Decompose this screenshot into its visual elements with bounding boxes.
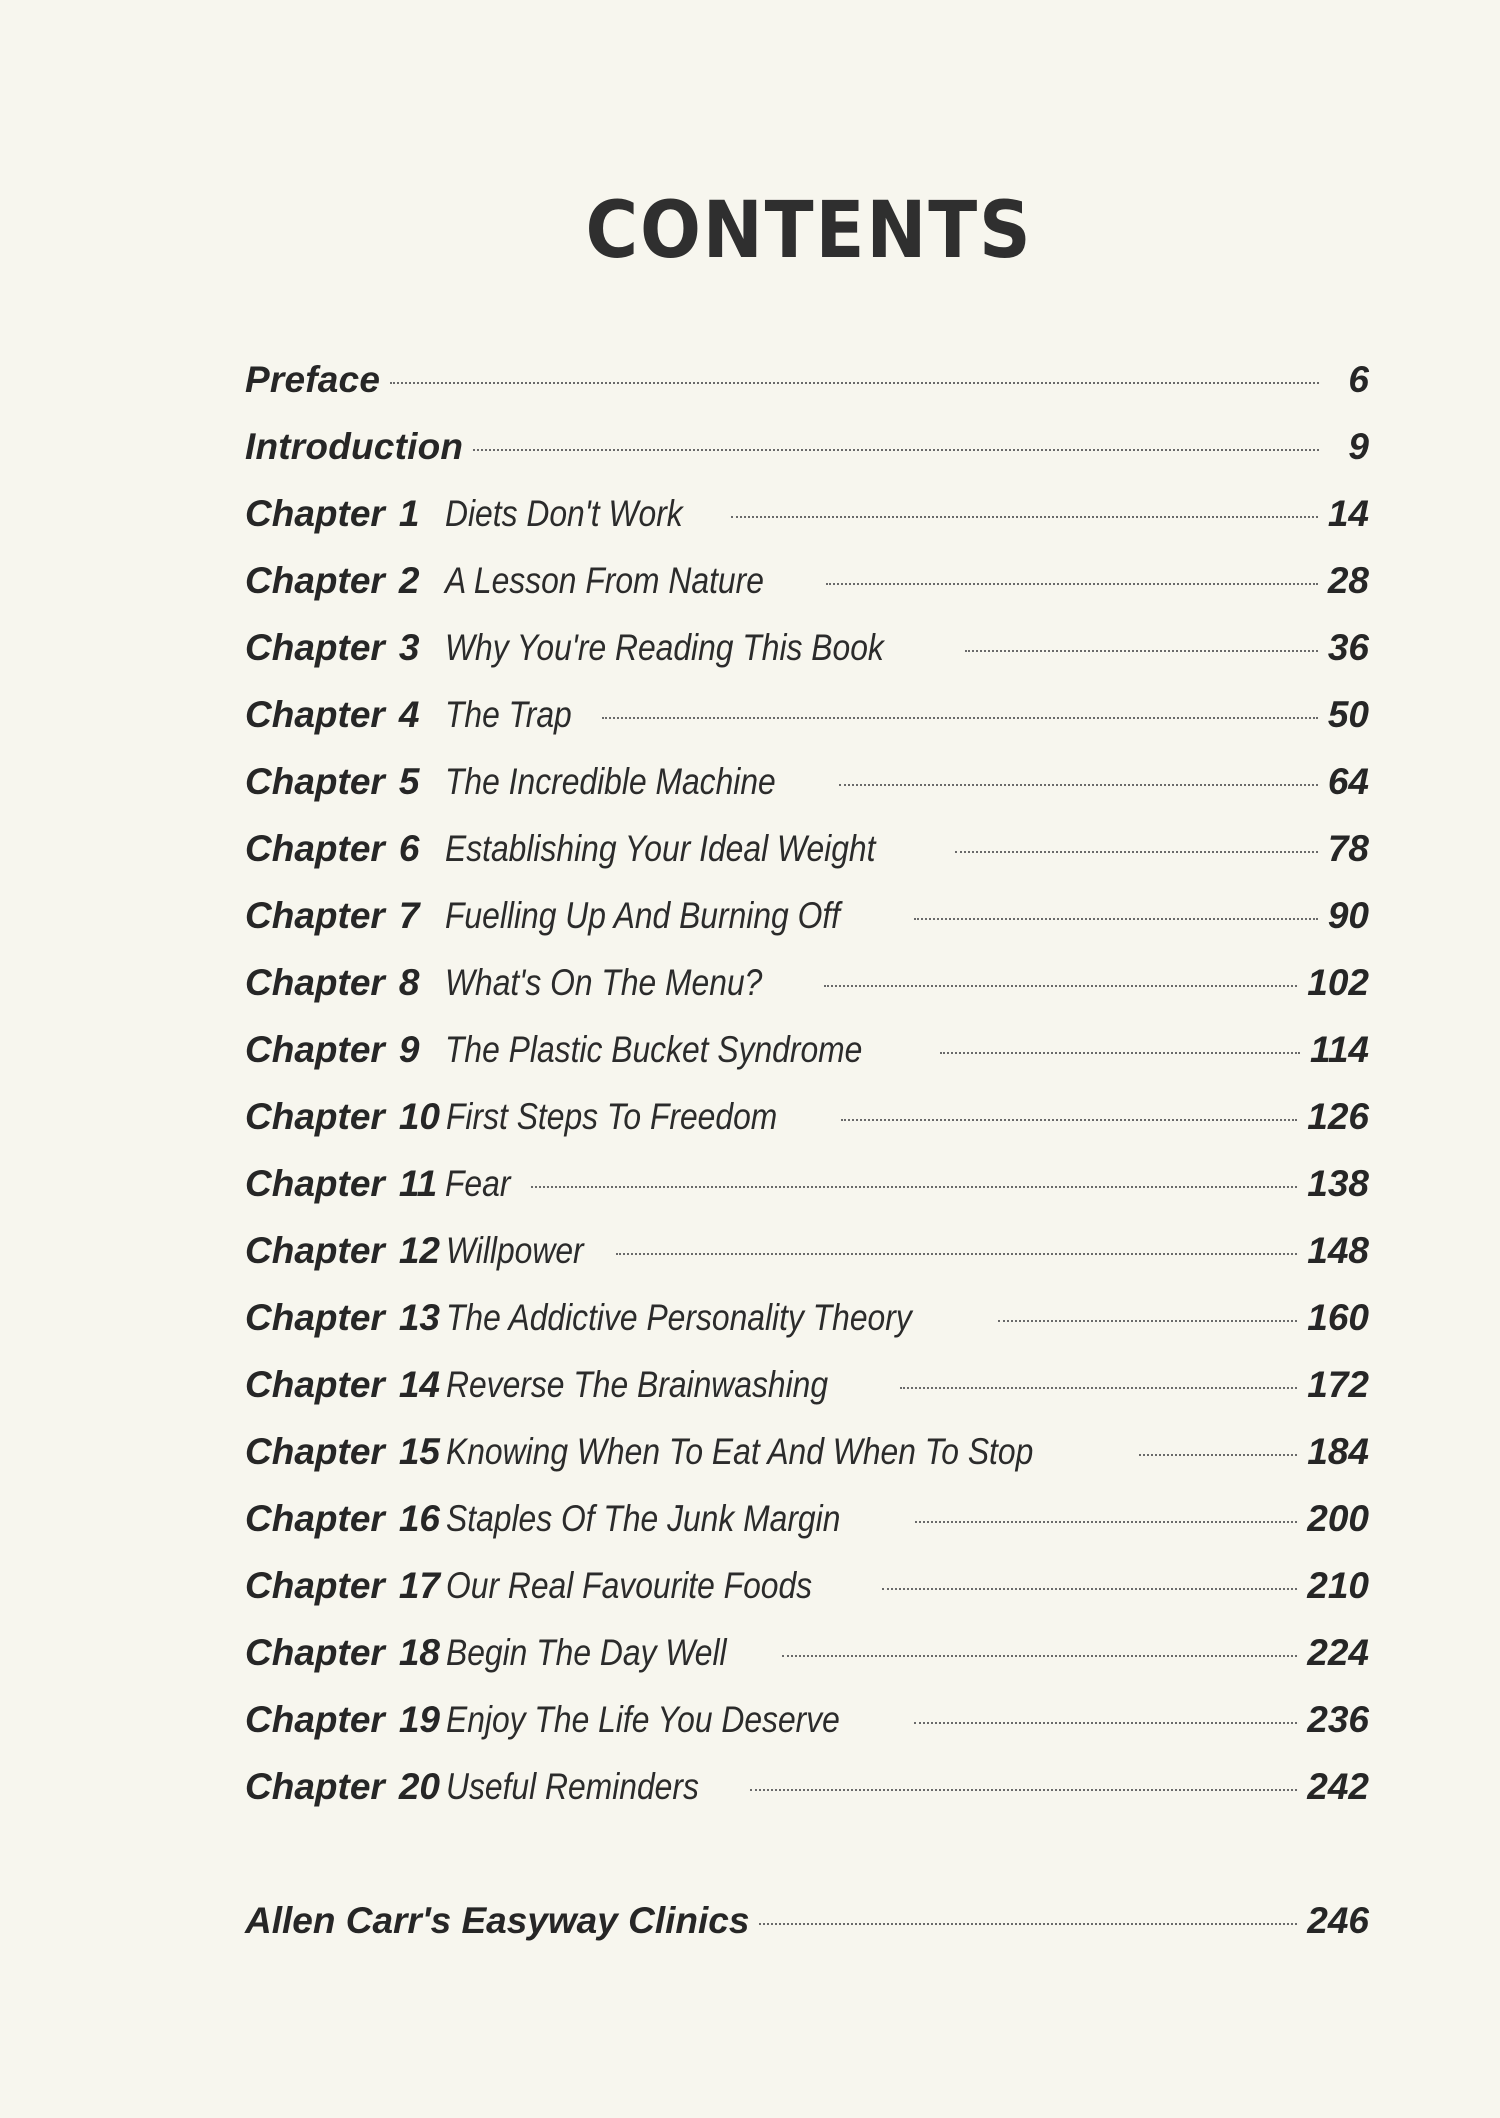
- chapter-number: 2: [398, 560, 420, 601]
- chapter-title: Knowing When To Eat And When To Stop: [445, 1431, 1034, 1472]
- toc-page-number: 148: [1307, 1230, 1369, 1271]
- chapter-number: 8: [398, 962, 420, 1003]
- chapter-number: 20: [398, 1766, 440, 1807]
- chapter-title: The Addictive Personality Theory: [445, 1297, 912, 1338]
- dot-leader: [473, 449, 1319, 451]
- chapter-word: Chapter: [245, 1163, 385, 1204]
- dot-leader: [839, 784, 1317, 786]
- toc-entry-chapter[interactable]: [245, 486, 1369, 542]
- chapter-number: 13: [398, 1297, 440, 1338]
- dot-leader: [998, 1320, 1298, 1322]
- chapter-word: Chapter: [245, 1029, 385, 1070]
- chapter-number: 3: [398, 627, 420, 668]
- dot-leader: [914, 918, 1318, 920]
- chapter-title: Begin The Day Well: [445, 1632, 727, 1673]
- toc-page-number: 14: [1327, 493, 1369, 534]
- toc-page-number: 246: [1307, 1900, 1369, 1941]
- dot-leader: [731, 516, 1318, 518]
- chapter-title: A Lesson From Nature: [444, 560, 764, 601]
- chapter-title: Staples Of The Junk Margin: [445, 1498, 841, 1539]
- chapter-number: 18: [398, 1632, 440, 1673]
- toc-page-number: 36: [1327, 627, 1369, 668]
- chapter-word: Chapter: [245, 1431, 385, 1472]
- toc-page-number: 138: [1307, 1163, 1369, 1204]
- chapter-title: The Incredible Machine: [444, 761, 776, 802]
- dot-leader: [940, 1052, 1300, 1054]
- toc-entry-chapter[interactable]: [245, 1089, 1369, 1145]
- chapter-number: 11: [398, 1163, 438, 1204]
- chapter-title: Fuelling Up And Burning Off: [444, 895, 840, 936]
- toc-entry-chapter[interactable]: [245, 1491, 1369, 1547]
- chapter-number: 10: [398, 1096, 440, 1137]
- chapter-number: 14: [398, 1364, 440, 1405]
- dot-leader: [602, 717, 1318, 719]
- chapter-word: Chapter: [245, 962, 385, 1003]
- chapter-word: Chapter: [245, 1632, 385, 1673]
- toc-entry-chapter[interactable]: [245, 888, 1369, 944]
- toc-page-number: 224: [1307, 1632, 1369, 1673]
- chapter-number: 5: [398, 761, 420, 802]
- chapter-title: The Plastic Bucket Syndrome: [444, 1029, 863, 1070]
- chapter-title: Useful Reminders: [445, 1766, 699, 1807]
- dot-leader: [1139, 1454, 1297, 1456]
- chapter-number: 4: [398, 694, 420, 735]
- chapter-word: Chapter: [245, 1230, 385, 1271]
- chapter-title: What's On The Menu?: [444, 962, 763, 1003]
- chapter-word: Chapter: [245, 895, 385, 936]
- chapter-word: Chapter: [245, 1565, 385, 1606]
- chapter-word: Chapter: [245, 1766, 385, 1807]
- chapter-title: Reverse The Brainwashing: [445, 1364, 828, 1405]
- dot-leader: [390, 382, 1319, 384]
- chapter-number: 9: [398, 1029, 420, 1070]
- toc-page-number: 200: [1307, 1498, 1369, 1539]
- toc-page-number: 28: [1327, 560, 1369, 601]
- chapter-word: Chapter: [245, 694, 385, 735]
- toc-entry-label: Introduction: [245, 426, 464, 467]
- chapter-number: 6: [398, 828, 420, 869]
- toc-page-number: 6: [1348, 359, 1369, 400]
- chapter-word: Chapter: [245, 493, 385, 534]
- toc-entry-chapter[interactable]: [245, 1692, 1369, 1748]
- toc-entry-chapter[interactable]: [245, 1625, 1369, 1681]
- chapter-word: Chapter: [245, 1364, 385, 1405]
- dot-leader: [826, 583, 1318, 585]
- chapter-number: 19: [398, 1699, 440, 1740]
- toc-page-number: 90: [1327, 895, 1369, 936]
- toc-page-number: 9: [1348, 426, 1369, 467]
- toc-page-number: 102: [1307, 962, 1369, 1003]
- chapter-word: Chapter: [245, 1096, 385, 1137]
- toc-page-number: 172: [1307, 1364, 1369, 1405]
- toc-page-number: 242: [1307, 1766, 1369, 1807]
- toc-page-number: 64: [1327, 761, 1369, 802]
- chapter-title: First Steps To Freedom: [445, 1096, 778, 1137]
- toc-entry-chapter[interactable]: [245, 754, 1369, 810]
- toc-entry-chapter[interactable]: [245, 1156, 1369, 1212]
- toc-page-number: 184: [1307, 1431, 1369, 1472]
- toc-entry-preface[interactable]: [245, 352, 1369, 408]
- chapter-word: Chapter: [245, 1699, 385, 1740]
- dot-leader: [965, 650, 1318, 652]
- toc-entry-chapter[interactable]: [245, 687, 1369, 743]
- chapter-word: Chapter: [245, 1297, 385, 1338]
- toc-entry-label: Preface: [245, 359, 381, 400]
- dot-leader: [900, 1387, 1297, 1389]
- dot-leader: [955, 851, 1318, 853]
- chapter-number: 1: [398, 493, 420, 534]
- toc-entry-chapter[interactable]: [245, 1759, 1369, 1815]
- toc-page-number: 236: [1307, 1699, 1369, 1740]
- toc-entry-chapter[interactable]: [245, 821, 1369, 877]
- dot-leader: [824, 985, 1297, 987]
- toc-entry-chapter[interactable]: [245, 620, 1369, 676]
- toc-entry-chapter[interactable]: [245, 1223, 1369, 1279]
- chapter-title: Diets Don't Work: [444, 493, 683, 534]
- toc-entry-chapter[interactable]: [245, 1290, 1369, 1346]
- dot-leader: [616, 1253, 1297, 1255]
- toc-page-number: 126: [1307, 1096, 1369, 1137]
- chapter-title: The Trap: [444, 694, 572, 735]
- dot-leader: [882, 1588, 1298, 1590]
- chapter-number: 12: [398, 1230, 440, 1271]
- chapter-number: 16: [398, 1498, 440, 1539]
- chapter-title: Our Real Favourite Foods: [445, 1565, 813, 1606]
- chapter-word: Chapter: [245, 761, 385, 802]
- toc-page-number: 210: [1307, 1565, 1369, 1606]
- toc-entry-chapter[interactable]: [245, 1558, 1369, 1614]
- toc-entry-chapter[interactable]: [245, 553, 1369, 609]
- chapter-title: Fear: [444, 1163, 511, 1204]
- toc-entry-chapter[interactable]: [245, 1357, 1369, 1413]
- toc-entry-clinics[interactable]: [245, 1893, 1369, 1949]
- toc-page-number: 78: [1327, 828, 1369, 869]
- chapter-word: Chapter: [245, 627, 385, 668]
- toc-entry-chapter[interactable]: [245, 1022, 1369, 1078]
- dot-leader: [841, 1119, 1297, 1121]
- dot-leader: [914, 1722, 1297, 1724]
- chapter-title: Enjoy The Life You Deserve: [445, 1699, 840, 1740]
- chapter-number: 7: [398, 895, 420, 936]
- dot-leader: [915, 1521, 1298, 1523]
- chapter-word: Chapter: [245, 1498, 385, 1539]
- chapter-title: Willpower: [445, 1230, 584, 1271]
- chapter-number: 17: [398, 1565, 440, 1606]
- toc-entry-introduction[interactable]: [245, 419, 1369, 475]
- chapter-number: 15: [398, 1431, 440, 1472]
- dot-leader: [782, 1655, 1297, 1657]
- chapter-title: Why You're Reading This Book: [444, 627, 884, 668]
- chapter-word: Chapter: [245, 828, 385, 869]
- toc-page-number: 114: [1310, 1029, 1369, 1070]
- toc-entry-chapter[interactable]: [245, 1424, 1369, 1480]
- toc-entry-chapter[interactable]: [245, 955, 1369, 1011]
- dot-leader: [759, 1923, 1297, 1925]
- chapter-word: Chapter: [245, 560, 385, 601]
- page-title: CONTENTS: [585, 186, 1033, 276]
- toc-page-number: 160: [1307, 1297, 1369, 1338]
- dot-leader: [750, 1789, 1297, 1791]
- chapter-title: Establishing Your Ideal Weight: [444, 828, 876, 869]
- toc-page-number: 50: [1327, 694, 1369, 735]
- dot-leader: [531, 1186, 1297, 1188]
- toc-entry-label: Allen Carr's Easyway Clinics: [245, 1900, 750, 1941]
